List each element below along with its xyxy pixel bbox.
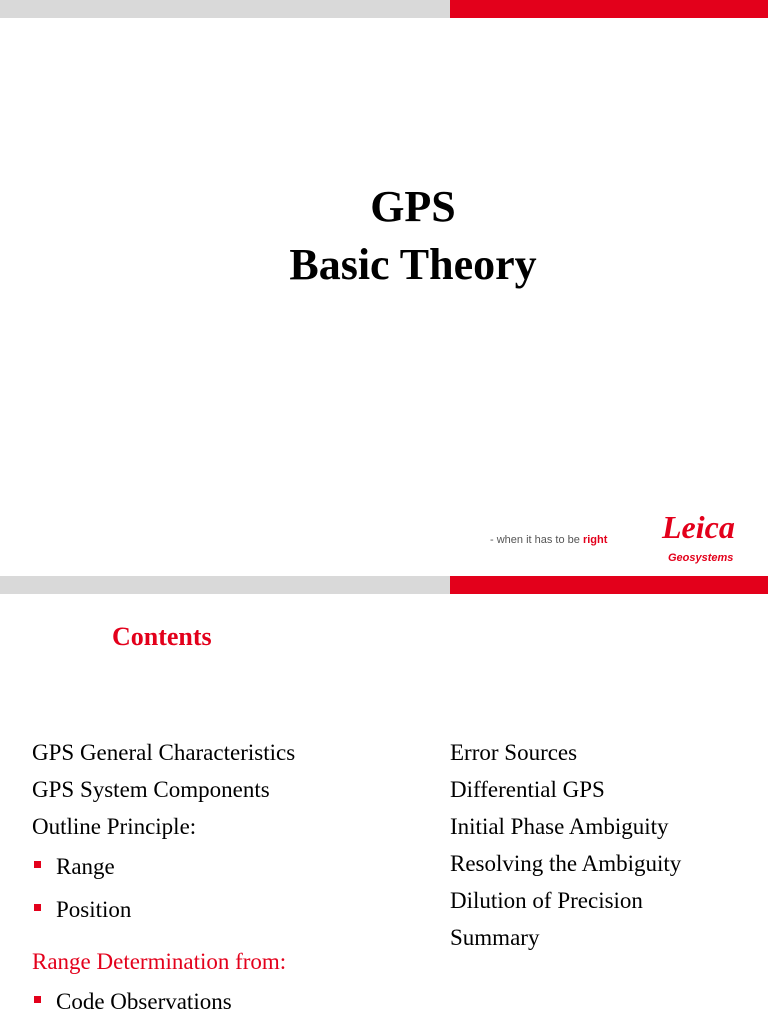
bullet-item [32, 980, 295, 1023]
top-color-band [0, 0, 768, 18]
contents-subheading: Range Determination from: [32, 949, 287, 974]
contents-heading: Contents [112, 622, 212, 651]
bullet-label: Range [56, 854, 115, 879]
title-line-2: Basic Theory [289, 240, 537, 289]
red-square-bullet-icon [34, 861, 41, 868]
contents-item: Dilution of Precision [450, 888, 643, 913]
tagline-prefix: - when it has to be [490, 534, 583, 546]
band-grey-segment [0, 0, 450, 18]
contents-item: GPS General Characteristics [32, 740, 296, 765]
red-square-bullet-icon [34, 904, 41, 911]
title-line-1: GPS [370, 182, 456, 231]
tagline [490, 534, 607, 546]
contents-item: Outline Principle: [32, 814, 197, 839]
contents-item: GPS System Components [32, 777, 270, 802]
red-square-bullet-icon [34, 996, 41, 1003]
contents-item: Initial Phase Ambiguity [450, 814, 669, 839]
bullet-item [32, 888, 295, 931]
contents-left-column [32, 734, 295, 1023]
bullet-label: Code Observations [56, 989, 232, 1014]
band-red-segment [450, 0, 768, 18]
bullet-label: Position [56, 897, 132, 922]
band-red-segment [450, 576, 768, 594]
contents-item: Error Sources [450, 740, 578, 765]
tagline-emphasis: right [582, 534, 608, 546]
logo-brand-text: Leica [662, 509, 735, 545]
contents-item: Resolving the Ambiguity [450, 851, 682, 876]
contents-right-column [450, 734, 681, 956]
contents-item: Differential GPS [450, 777, 605, 802]
slide-title [180, 178, 646, 294]
title-slide [0, 18, 768, 576]
logo-sub-text: Geosystems [668, 552, 734, 564]
leica-logo [658, 508, 744, 570]
leica-logo-image [658, 508, 744, 566]
band-grey-segment [0, 576, 450, 594]
bullet-item [32, 845, 295, 888]
contents-item: Summary [450, 925, 540, 950]
middle-color-band [0, 576, 768, 594]
